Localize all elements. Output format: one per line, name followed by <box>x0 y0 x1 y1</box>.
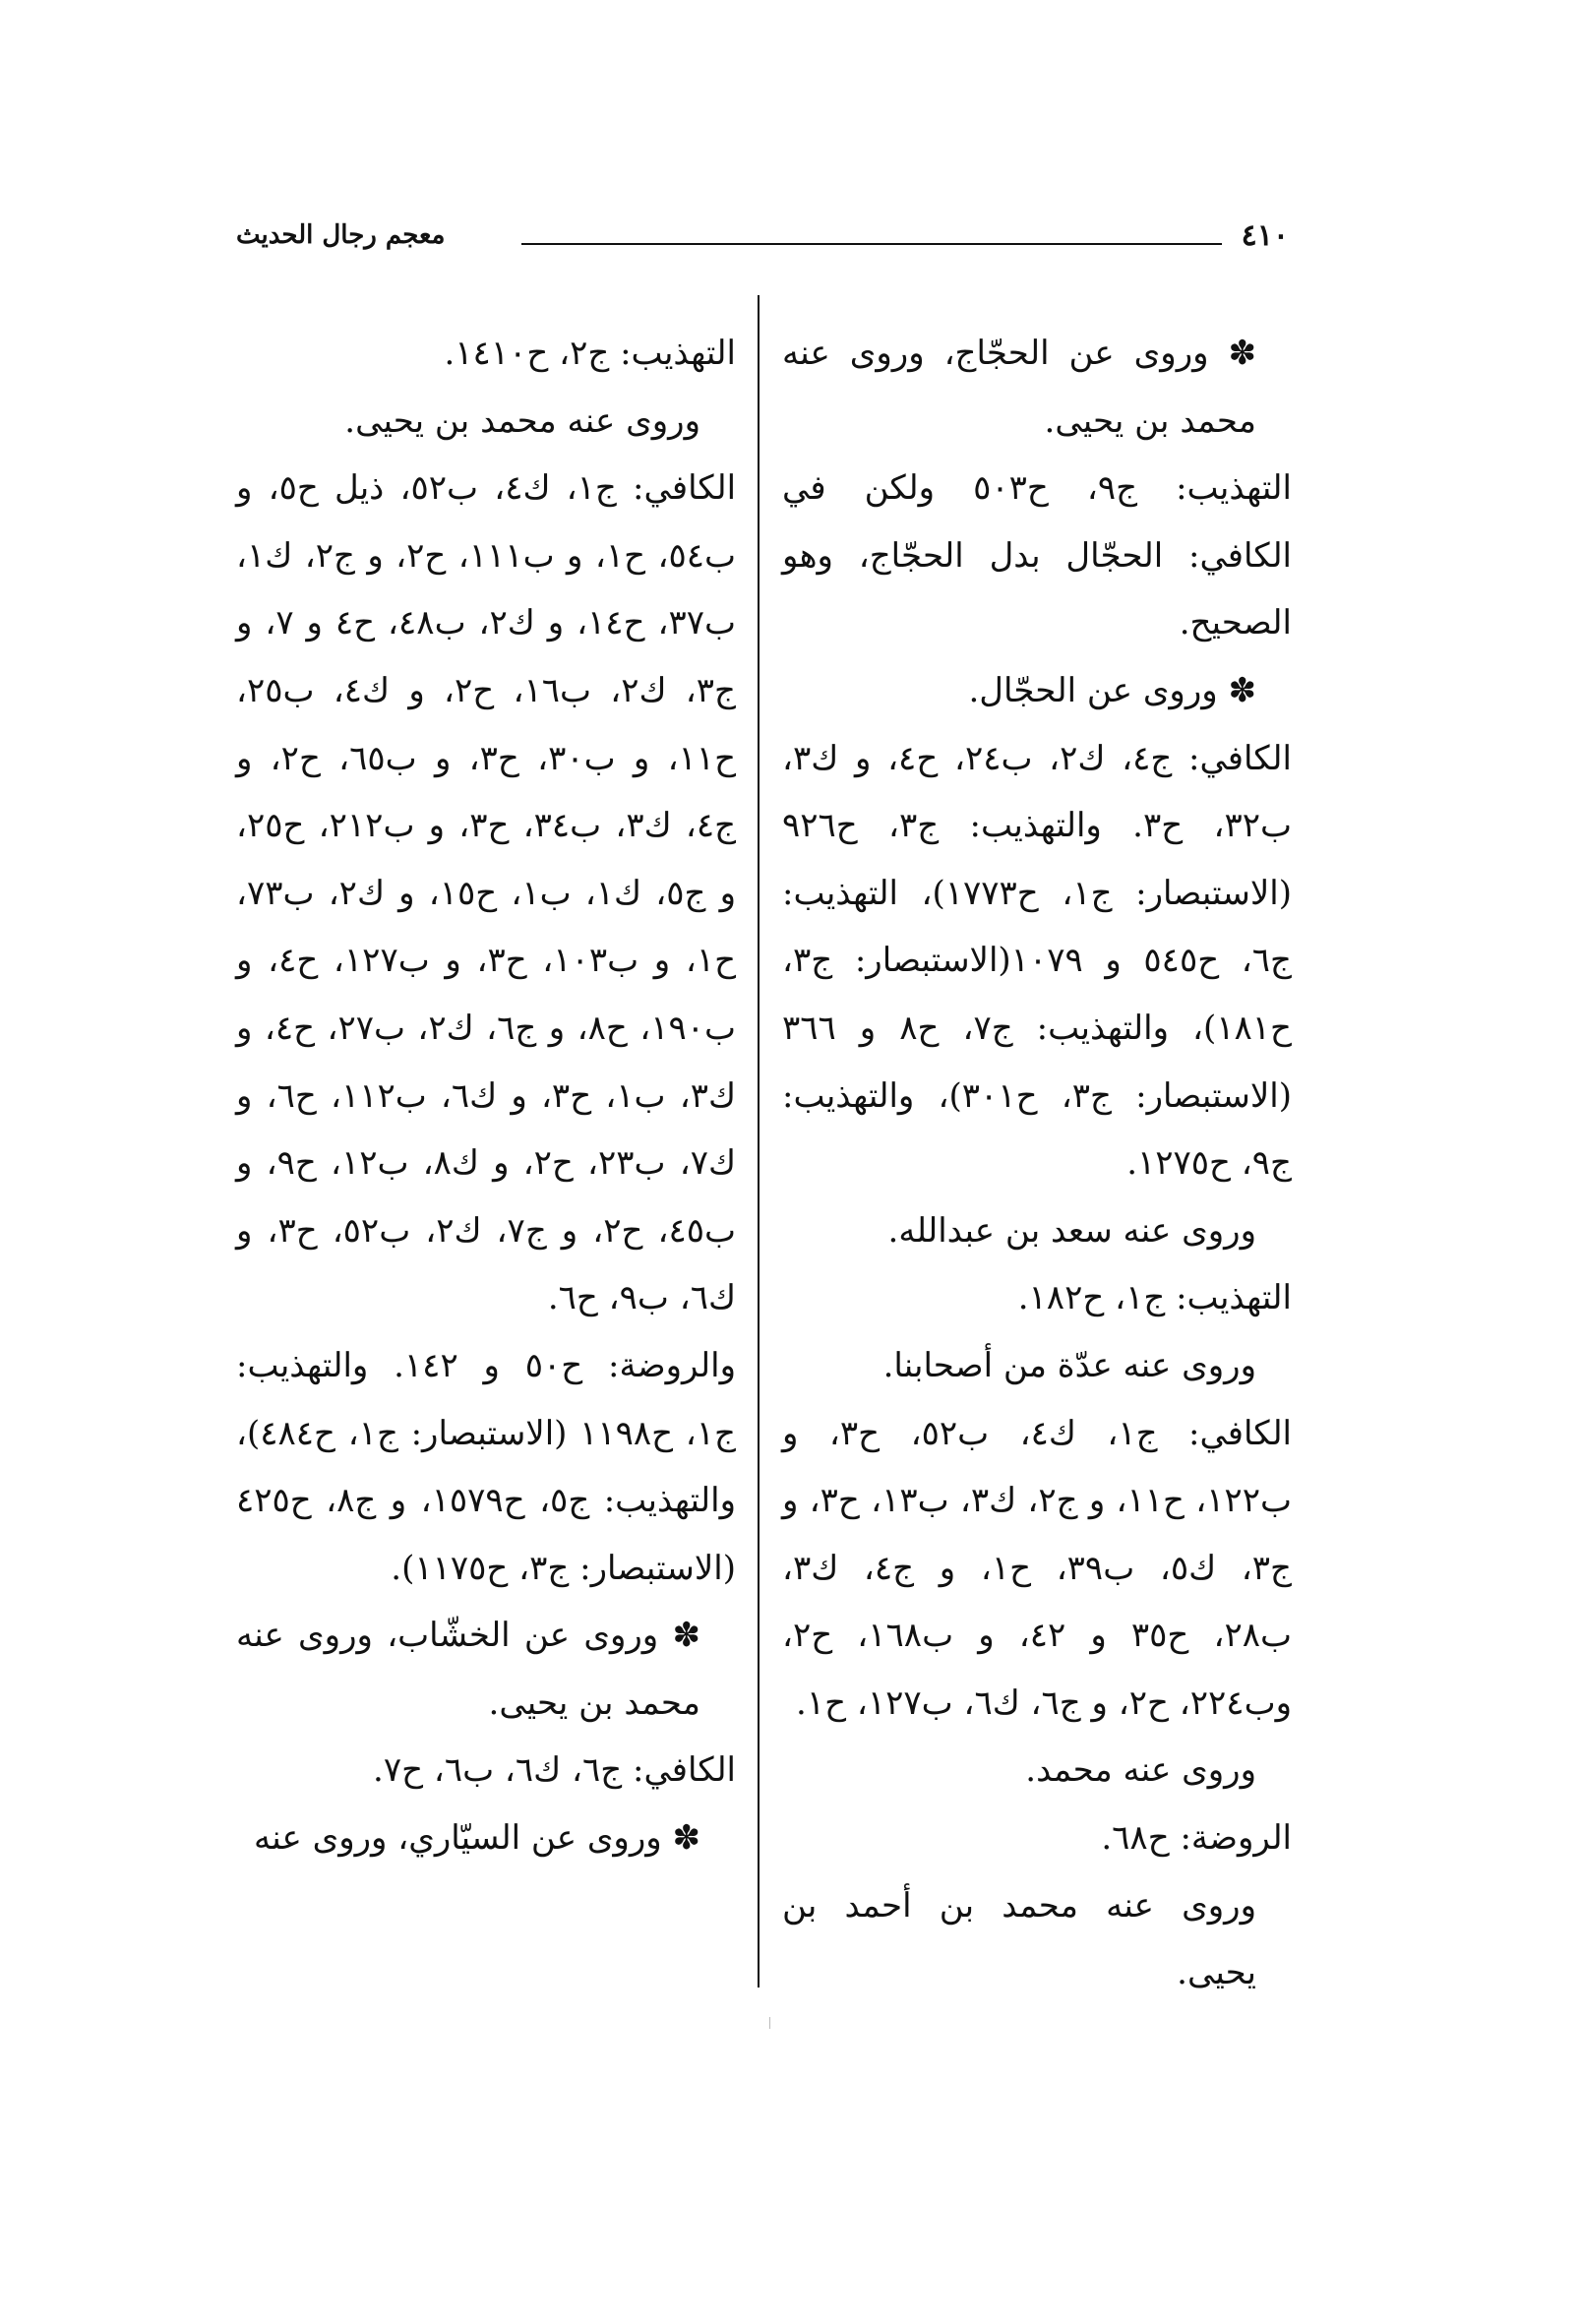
paragraph: ✽ وروى عن الحجّاج، وروى عنه محمد بن يحيى. <box>782 334 1256 441</box>
header-rule <box>521 243 1222 245</box>
page-number: ٤١٠ <box>1241 218 1289 253</box>
paragraph: وروى عنه محمد. <box>1025 1750 1256 1791</box>
paragraph: التهذيب: ج٩، ح٥٠٣ ولكن في الكافي: الحجّال بدل الحجّاج، وهو الصحيح. <box>782 468 1292 643</box>
paragraph: ✽ وروى عن الخشّاب، وروى عنه محمد بن يحيى. <box>236 1616 700 1723</box>
divider-tail <box>769 2017 770 2029</box>
paragraph: الكافي: ج١، ك٤، ب٥٢، ح٣، و ب١٢٢، ح١١، و ج٢، ك٣، ب١٣، ح٣، و ج٣، ك٥، ب٣٩، ح١، و ج٤، ك٣، ب٢٨، ح٣٥ و ٤٢، و ب١٦٨، ح٢، وب٢٢٤، ح٢، و ج٦، ك٦، ب١٢٧، ح١. <box>782 1413 1292 1723</box>
paragraph: الكافي: ج١، ك٤، ب٥٢، ذيل ح٥، و ب٥٤، ح١، و ب١١١، ح٢، و ج٢، ك١، ب٣٧، ح١٤، و ك٢، ب٤٨، ح٤ و ٧، و ج٣، ك٢، ب١٦، ح٢، و ك٤، ب٢٥، ح١١، و ب٣٠، ح٣، و ب٦٥، ح٢، و ج٤، ك٣، ب٣٤، ح٣، و ب٢١٢، ح٢٥، و ج٥، ك١، ب١، ح١٥، و ك٢، ب٧٣، ح١، و ب١٠٣، ح٣، و ب١٢٧، ح٤، و ب١٩٠، ح٨، و ج٦، ك٢، ب٢٧، ح٤، و ك٣، ب١، ح٣، و ك٦، ب١١٢، ح٦، و ك٧، ب٢٣، ح٢، و ك٨، ب١٢، ح٩، و ب٤٥، ح٢، و ج٧، ك٢، ب٥٢، ح٣، و ك٦، ب٩، ح٦. <box>236 468 737 1318</box>
paragraph: ✽ وروى عن السيّاري، وروى عنه <box>254 1818 700 1859</box>
running-title: معجم رجال الحديث <box>236 220 446 250</box>
paragraph: ✽ وروى عن الحجّال. <box>968 670 1256 710</box>
paragraph: وروى عنه سعد بن عبدالله. <box>887 1210 1256 1251</box>
paragraph: التهذيب: ج١، ح١٨٢. <box>1017 1278 1292 1318</box>
paragraph: الكافي: ج٤، ك٢، ب٢٤، ح٤، و ك٣، ب٣٢، ح٣. والتهذيب: ج٣، ح٩٢٦ (الاستبصار: ج١، ح١٧٧٣)، التهذيب: ج٦، ح٥٤٥ و ١٠٧٩(الاستبصار: ج٣، ح١٨١)، والتهذيب: ج٧، ح٨ و ٣٦٦ (الاستبصار: ج٣، ح٣٠١)، والتهذيب: ج٩، ح١٢٧٥. <box>782 738 1293 1184</box>
paragraph: وروى عنه عدّة من أصحابنا. <box>882 1345 1256 1385</box>
paragraph: وروى عنه محمد بن يحيى. <box>344 400 700 441</box>
paragraph: الروضة: ح٦٨. <box>1101 1818 1292 1859</box>
column-divider <box>758 295 760 1988</box>
paragraph: وروى عنه محمد بن أحمد بن يحيى. <box>782 1885 1256 1993</box>
page-header <box>236 218 1289 262</box>
paragraph: التهذيب: ج٢، ح١٤١٠. <box>444 334 736 373</box>
right-column <box>782 320 1292 2007</box>
left-column <box>236 320 736 1872</box>
paragraph: والروضة: ح٥٠ و ١٤٢. والتهذيب: ج١، ح١١٩٨ (الاستبصار: ج١، ح٤٨٤)، والتهذيب: ج٥، ح١٥٧٩، و ج٨، ح٤٢٥ (الاستبصار: ج٣، ح١١٧٥). <box>236 1345 736 1588</box>
paragraph: الكافي: ج٦، ك٦، ب٦، ح٧. <box>373 1750 736 1791</box>
